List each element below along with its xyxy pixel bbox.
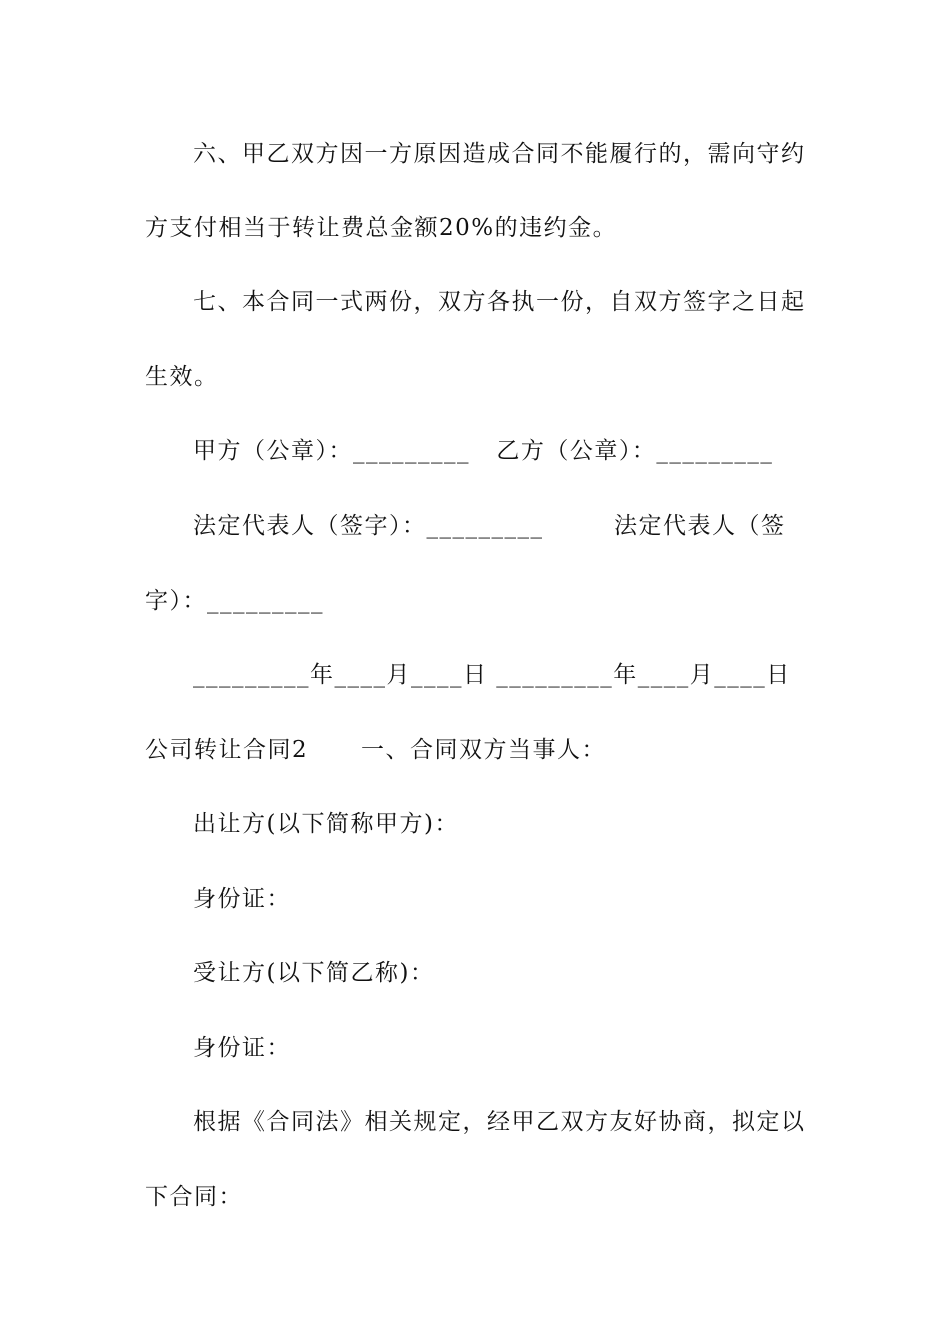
basis-line-2: 下合同：: [145, 1184, 243, 1210]
contract-2-heading: 公司转让合同2 一、合同双方当事人：: [145, 737, 606, 763]
id-card-line-2: 身份证：: [193, 1035, 291, 1061]
date-line: _________年____月____日 _________年____月____日: [193, 662, 791, 688]
clause-6-line-1: 六、甲乙双方因一方原因造成合同不能履行的，需向守约: [193, 141, 806, 167]
id-card-line-1: 身份证：: [193, 886, 291, 912]
legal-rep-line-1: 法定代表人（签字）：_________ 法定代表人（签: [193, 513, 786, 539]
legal-rep-line-2: 字）：_________: [145, 588, 324, 614]
clause-7-line-2: 生效。: [145, 364, 219, 390]
transferee-line: 受让方(以下简乙称)：: [193, 960, 435, 986]
seal-signature-line: 甲方（公章）：_________ 乙方（公章）：_________: [193, 438, 774, 464]
basis-line-1: 根据《合同法》相关规定，经甲乙双方友好协商，拟定以: [193, 1109, 806, 1135]
clause-7-line-1: 七、本合同一式两份，双方各执一份，自双方签字之日起: [193, 289, 806, 315]
transferor-line: 出让方(以下简称甲方)：: [193, 811, 459, 837]
clause-6-line-2: 方支付相当于转让费总金额20%的违约金。: [145, 215, 618, 241]
